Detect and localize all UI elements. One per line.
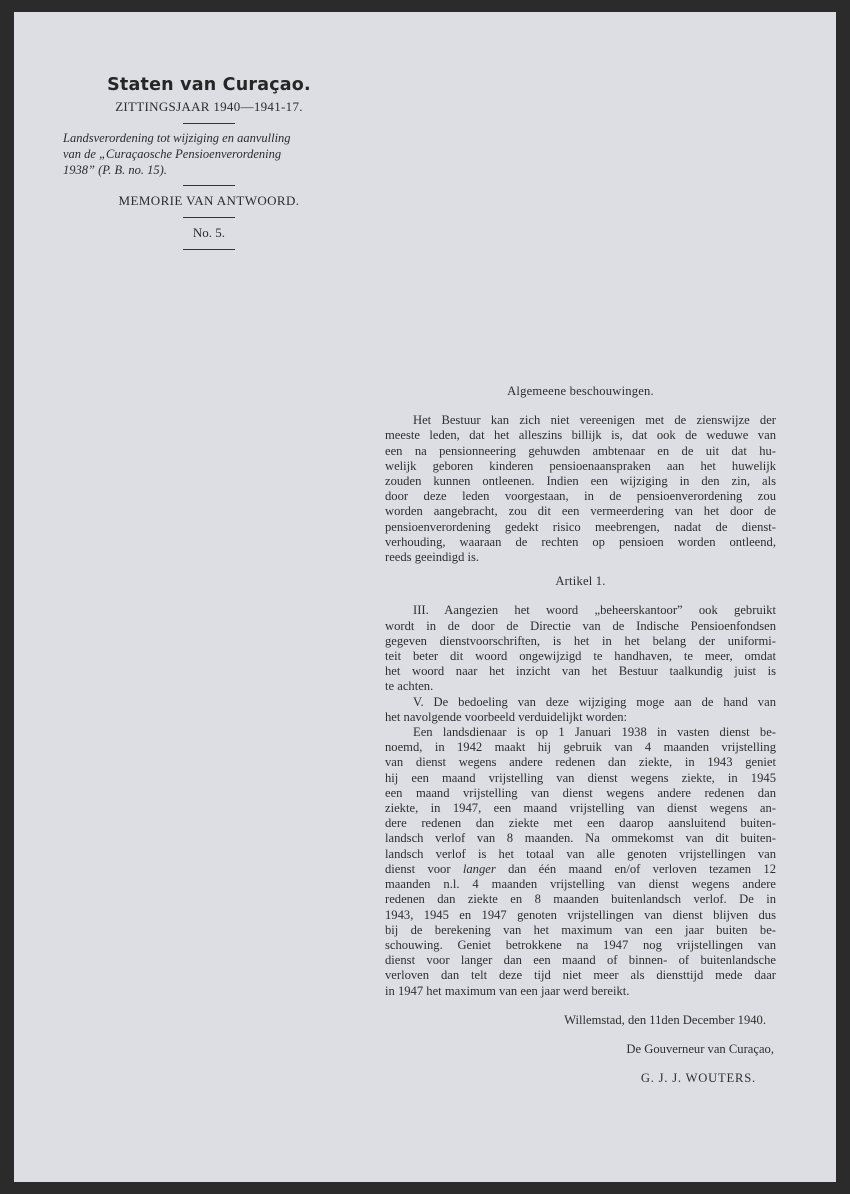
text-line: 1943, 1945 en 1947 genoten vrijstellingen van dienst blijven dus: [385, 907, 776, 922]
text-line: het navolgende voorbeeld verduidelijkt worden:: [385, 709, 628, 724]
document-number: No. 5.: [192, 225, 226, 240]
text-line: noemd, in 1942 maakt hij gebruik van 4 maanden vrijstelling: [385, 740, 776, 755]
text-line: pensioenverordening gedekt risico meebrengen, nadat de dienst-: [385, 519, 776, 534]
text-line: maanden n.l. 4 maanden vrijstelling van dienst wegens andere: [385, 877, 776, 892]
text-line: een na pensionneering gehuwden ambtenaar en de uit dat hu-: [385, 443, 776, 458]
text-line: verloven dan telt deze tijd niet meer als diensttijd mede daar: [385, 968, 776, 983]
text-line: landsch verlof is het totaal van alle genoten vrijstellingen van: [385, 846, 776, 861]
header-divider: [183, 249, 235, 250]
text-line: te achten.: [385, 679, 434, 694]
subject-line: Landsverordening tot wijziging en aanvulling: [63, 131, 291, 145]
header-divider: [183, 217, 235, 218]
text-line: hij een maand vrijstelling van dienst wegens ziekte, in 1945: [385, 770, 776, 785]
text-line: door deze leden voorgestaan, in de pensioenverordening zou: [385, 489, 776, 504]
paragraph-general: [385, 413, 776, 565]
text-line: verhouding, waaraan de rechten op pensioen worden ontleend,: [385, 534, 776, 549]
text-line: ziekte, in 1947, een maand vrijstelling van dienst wegens an-: [385, 801, 776, 816]
text-line: reeds geeindigd is.: [385, 550, 480, 565]
text-line: van dienst wegens andere redenen dan ziekte, in 1943 geniet: [385, 755, 776, 770]
text-line: V. De bedoeling van deze wijziging moge aan de hand van: [413, 694, 776, 709]
paragraph-example: [385, 725, 776, 999]
signatory-name: G. J. J. WOUTERS.: [640, 1071, 756, 1086]
subject-line: 1938” (P. B. no. 15).: [63, 163, 167, 177]
text-line: III. Aangezien het woord „beheerskantoor” ook gebruikt: [413, 603, 776, 618]
section-heading-article: Artikel 1.: [555, 574, 606, 589]
text-line: welijk geboren kinderen pensioenaanspraken aan het huwelijk: [385, 458, 776, 473]
emphasized-word: langer: [462, 861, 496, 876]
text-line: landsch verlof van 8 maanden. Na ommekomst van dit buiten-: [385, 831, 776, 846]
text-fragment: dan één maand en/of verloven tezamen 12: [495, 861, 776, 876]
document-type: MEMORIE VAN ANTWOORD.: [118, 193, 300, 208]
header-divider: [183, 123, 235, 124]
bill-subject: [59, 130, 359, 178]
section-heading-general: Algemeene beschouwingen.: [507, 384, 654, 398]
text-line: worden aangebracht, zou dit een vermeerdering van het door de: [385, 504, 776, 519]
text-line: bij de berekening van het maximum van een jaar buiten be-: [385, 922, 776, 937]
text-line: dere redenen dan ziekte met een daarop aansluitend buiten-: [385, 816, 776, 831]
text-line: Een landsdienaar is op 1 Januari 1938 in vasten dienst be-: [413, 725, 776, 740]
text-line: Het Bestuur kan zich niet vereenigen met de zienswijze der: [413, 413, 776, 428]
subject-line: van de „Curaçaosche Pensioenverordening: [63, 147, 282, 161]
session-year: ZITTINGSJAAR 1940—1941-17.: [115, 99, 303, 114]
text-line: redenen dan ziekte en 8 maanden buitenlandsch verlof. De in: [385, 892, 776, 907]
text-line: het woord naar het inzicht van het Bestuur taalkundig juist is: [385, 664, 776, 679]
header-divider: [183, 185, 235, 186]
text-fragment: dienst voor: [385, 861, 463, 876]
text-line: zouden kunnen ontleenen. Indien een wijziging in den zin, als: [385, 474, 776, 489]
text-line-with-emphasis: [385, 862, 776, 877]
header-title: Staten van Curaçao.: [107, 75, 311, 95]
document-page: [14, 12, 836, 1182]
text-line: in 1947 het maximum van een jaar werd bereikt.: [385, 983, 630, 998]
text-line: schouwing. Geniet betrokkene na 1947 nog vrijstellingen van: [385, 937, 776, 952]
paragraph-III: [385, 603, 776, 694]
paragraph-V: [385, 695, 776, 725]
text-line: teit beter dit woord ongewijzigd te handhaven, te meer, omdat: [385, 649, 776, 664]
place-and-date: Willemstad, den 11den December 1940.: [564, 1012, 766, 1027]
text-line: gegeven dienstvoorschriften, is het in het belang der uniformi-: [385, 633, 776, 648]
text-line: dienst voor langer dan een maand of binnen- of buitenlandsche: [385, 953, 776, 968]
text-line: wordt in de door de Directie van de Indische Pensioenfondsen: [385, 618, 776, 633]
text-line: meeste leden, dat het alleszins billijk is, dat ook de weduwe van: [385, 428, 776, 443]
signatory-office: De Gouverneur van Curaçao,: [626, 1041, 774, 1056]
document-body: [385, 384, 776, 1086]
document-header: [59, 74, 359, 256]
text-line: een maand vrijstelling van dienst wegens andere redenen dan: [385, 785, 776, 800]
